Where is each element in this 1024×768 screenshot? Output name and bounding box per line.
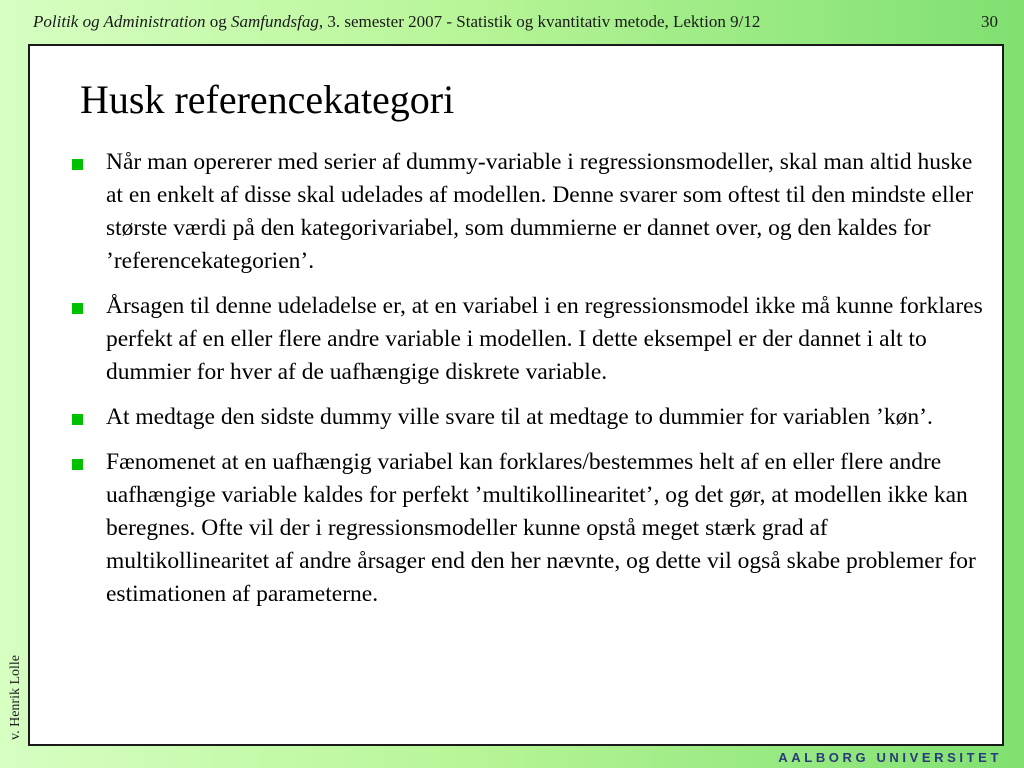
university-logo xyxy=(778,750,1002,765)
square-bullet-icon xyxy=(72,303,83,314)
course-name-part2: Samfundsfag xyxy=(231,12,319,31)
square-bullet-icon xyxy=(72,414,83,425)
square-bullet-icon xyxy=(72,159,83,170)
bullet-list xyxy=(68,146,988,623)
page-number: 30 xyxy=(981,12,998,31)
course-name-separator: og xyxy=(205,12,232,31)
bullet-item xyxy=(68,446,988,611)
slide-header xyxy=(0,0,1024,44)
logo-word-universitet: UNIVERSITET xyxy=(876,750,1002,765)
course-name-part1: Politik og Administration xyxy=(33,12,206,31)
square-bullet-icon xyxy=(72,459,83,470)
bullet-text: At medtage den sidste dummy ville svare til at medtage to dummier for variablen ’køn’. xyxy=(106,404,933,430)
bullet-item xyxy=(68,401,988,434)
bullet-item xyxy=(68,146,988,278)
slide-content-box xyxy=(28,44,1004,746)
author-credit: v. Henrik Lolle xyxy=(8,654,23,740)
slide-title: Husk referencekategori xyxy=(80,77,455,122)
bullet-text: Når man opererer med serier af dummy-variable i regressionsmodeller, skal man altid huske at en enkelt af disse skal udelades af modellen. Denne svarer som oftest til den mindste eller største værdi på den kategorivariabel, som dummierne er dannet over, og den kaldes for ’referencekategorien’. xyxy=(106,149,974,274)
course-details: , 3. semester 2007 - Statistik og kvantitativ metode, Lektion 9/12 xyxy=(318,12,761,31)
bullet-text: Årsagen til denne udeladelse er, at en variabel i en regressionsmodel ikke må kunne forklares perfekt af en eller flere andre variable i modellen. I dette eksempel er der dannet i alt to dummier for hver af de uafhængige diskrete variable. xyxy=(106,293,983,385)
logo-word-aalborg: AALBORG xyxy=(778,750,870,765)
bullet-text: Fænomenet at en uafhængig variabel kan forklares/bestemmes helt af en eller flere andre uafhængige variable kaldes for perfekt ’multikollinearitet’, og det gør, at modellen ikke kan beregnes. Ofte vil der i regressionsmodeller kunne opstå meget stærk grad af multikollinearitet af andre årsager end den her nævnte, og dette vil også skabe problemer for estimationen af parameterne. xyxy=(106,449,976,607)
course-header xyxy=(33,12,760,32)
bullet-item xyxy=(68,290,988,389)
